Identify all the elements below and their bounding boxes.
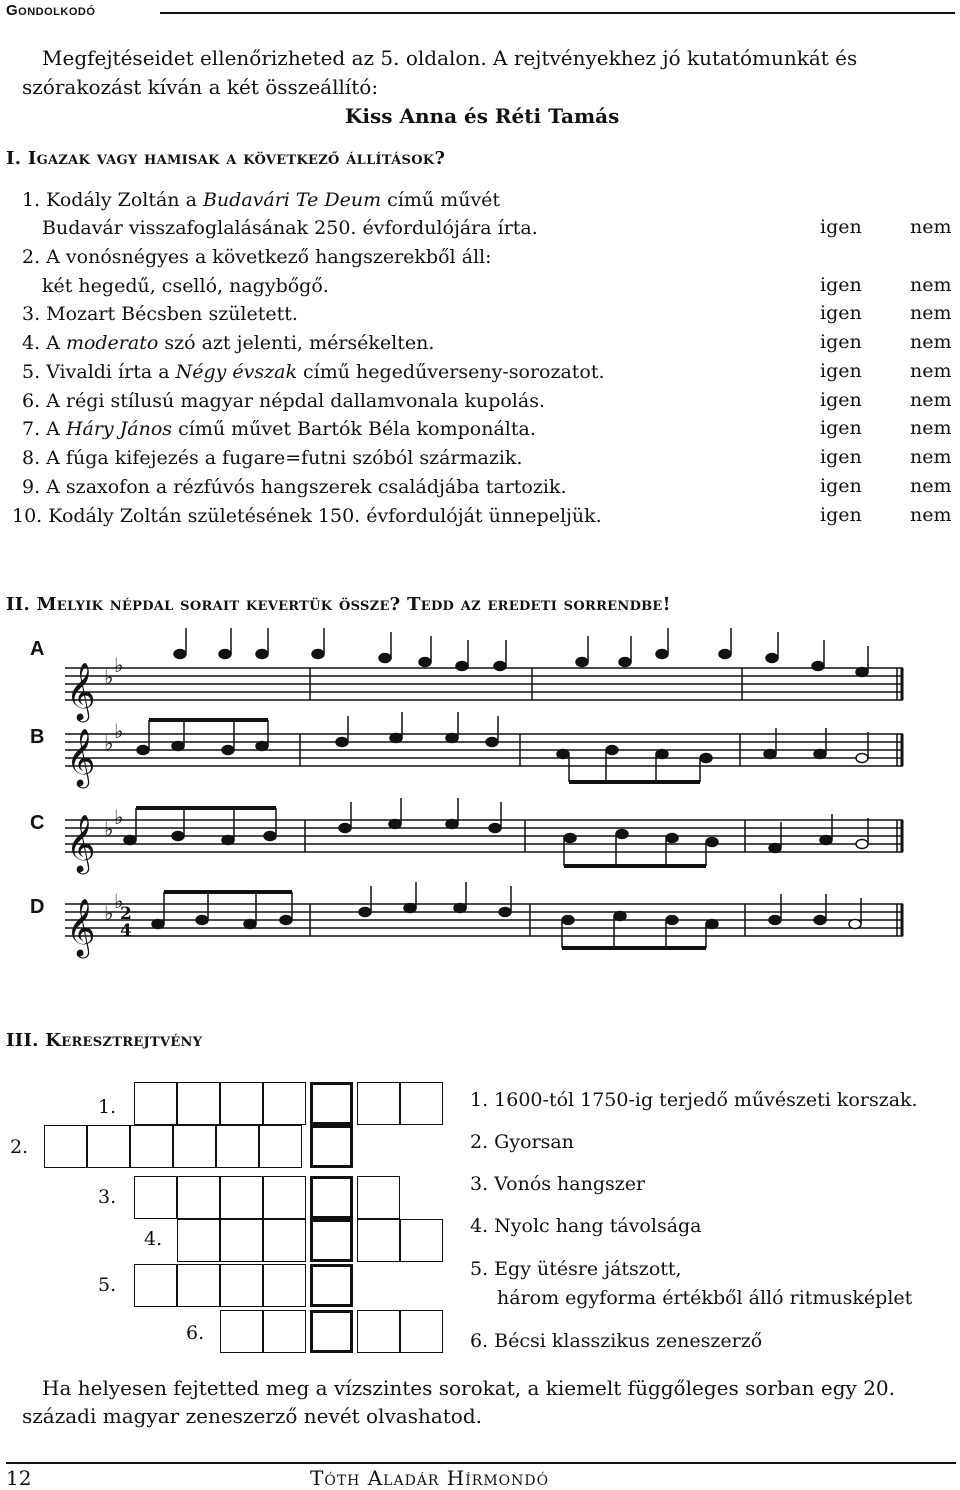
treble-clef-icon: 𝄞 <box>66 898 96 956</box>
clue-5: 5. Egy ütésre játszott, <box>470 1258 682 1280</box>
clue-3: 3. Vonós hangszer <box>470 1173 646 1195</box>
question-10-text: 10. Kodály Zoltán születésének 150. évfordulóját ünnepeljük. <box>12 505 602 527</box>
answer-no[interactable]: nem <box>910 274 952 296</box>
crossword-cell[interactable] <box>177 1082 220 1125</box>
question-4-pre: 4. A <box>22 332 66 354</box>
answer-no[interactable]: nem <box>910 446 952 468</box>
crossword-cell-highlighted[interactable] <box>310 1176 353 1219</box>
question-4 <box>22 331 434 355</box>
treble-clef-icon: 𝄞 <box>66 814 96 872</box>
crossword-cell[interactable] <box>44 1125 87 1168</box>
time-signature-top: 2 <box>120 904 132 924</box>
question-1-italic: Budavári Te Deum <box>202 189 382 211</box>
question-7-post: című művet Bartók Béla komponálta. <box>172 418 536 440</box>
question-1 <box>22 188 500 212</box>
melody-label-a: A <box>30 638 45 660</box>
answer-yes[interactable]: igen <box>820 475 862 497</box>
crossword-cell[interactable] <box>220 1219 263 1262</box>
crossword-cell[interactable] <box>357 1310 400 1353</box>
crossword-cell[interactable] <box>400 1310 443 1353</box>
answer-yes[interactable]: igen <box>820 360 862 382</box>
question-5-pre: 5. Vivaldi írta a <box>22 361 176 383</box>
answer-no[interactable]: nem <box>910 331 952 353</box>
crossword-cell[interactable] <box>177 1264 220 1307</box>
answer-yes[interactable]: igen <box>820 417 862 439</box>
question-9 <box>22 475 567 499</box>
flat-icon: ♭ <box>114 805 124 829</box>
crossword-cell[interactable] <box>263 1082 306 1125</box>
time-signature-bottom: 4 <box>120 921 132 941</box>
answer-yes[interactable]: igen <box>820 504 862 526</box>
question-7 <box>22 417 536 441</box>
question-8 <box>22 446 522 470</box>
crossword-cell[interactable] <box>220 1082 263 1125</box>
question-7-pre: 7. A <box>22 418 66 440</box>
question-9-text: 9. A szaxofon a rézfúvós hangszerek családjába tartozik. <box>22 476 567 498</box>
section-header: Gondolkodó <box>6 2 96 19</box>
crossword-cell[interactable] <box>357 1176 400 1219</box>
answer-no[interactable]: nem <box>910 475 952 497</box>
section1-title: I. Igazak vagy hamisak a következő állítások? <box>6 148 446 169</box>
crossword-cell[interactable] <box>134 1082 177 1125</box>
crossword-cell[interactable] <box>263 1219 306 1262</box>
flat-icon: ♭ <box>114 719 124 743</box>
clue-6: 6. Bécsi klasszikus zeneszerző <box>470 1330 763 1352</box>
footer-rule <box>6 1462 956 1464</box>
section2-title: II. Melyik népdal sorait kevertük össze? Tedd az eredeti sorrendbe! <box>6 594 671 615</box>
question-2: 2. A vonósnégyes a következő hangszerekből áll: <box>22 246 492 268</box>
staff-b <box>65 734 903 766</box>
crossword-number-6: 6. <box>186 1322 205 1344</box>
question-1-text-b: című művét <box>381 189 501 211</box>
answer-no[interactable]: nem <box>910 360 952 382</box>
header-rule <box>160 12 955 14</box>
crossword-cell[interactable] <box>173 1125 216 1168</box>
publication-title: Tóth Aladár Hírmondó <box>310 1466 550 1490</box>
melody-label-d: D <box>30 896 45 918</box>
question-7-italic: Háry János <box>65 418 173 440</box>
crossword-cell[interactable] <box>357 1219 400 1262</box>
crossword-cell[interactable] <box>400 1082 443 1125</box>
clue-4: 4. Nyolc hang távolsága <box>470 1215 702 1237</box>
question-1-line2: Budavár visszafoglalásának 250. évfordulójára írta. <box>42 217 538 239</box>
authors: Kiss Anna és Réti Tamás <box>345 104 620 128</box>
intro-text: Megfejtéseidet ellenőrizheted az 5. oldalon. A rejtvényekhez jó kutatómunkát és szórakozást kíván a két összeállító: <box>22 46 858 99</box>
crossword-cell-highlighted[interactable] <box>310 1310 353 1353</box>
answer-yes[interactable]: igen <box>820 389 862 411</box>
flat-icon: ♭ <box>104 817 114 841</box>
melody-c-notes <box>124 798 868 866</box>
crossword-number-1: 1. <box>98 1096 117 1118</box>
answer-no[interactable]: nem <box>910 216 952 238</box>
page-number: 12 <box>6 1466 32 1490</box>
question-10 <box>12 504 602 528</box>
crossword-cell[interactable] <box>87 1125 130 1168</box>
question-3-text: 3. Mozart Bécsben született. <box>22 303 298 325</box>
crossword-cell-highlighted[interactable] <box>310 1219 353 1262</box>
crossword-number-5: 5. <box>98 1274 117 1296</box>
crossword-cell[interactable] <box>216 1125 259 1168</box>
answer-yes[interactable]: igen <box>820 302 862 324</box>
melody-label-c: C <box>30 812 45 834</box>
crossword-cell[interactable] <box>263 1176 306 1219</box>
flat-icon: ♭ <box>104 901 114 925</box>
question-5 <box>22 360 605 384</box>
crossword-number-3: 3. <box>98 1186 117 1208</box>
clue-5-line2: három egyforma értékből álló ritmusképlet <box>497 1287 913 1309</box>
question-3 <box>22 302 298 326</box>
question-2-line2: két hegedű, cselló, nagybőgő. <box>42 275 329 297</box>
crossword-cell[interactable] <box>220 1176 263 1219</box>
answer-no[interactable]: nem <box>910 504 952 526</box>
flat-icon: ♭ <box>114 653 124 677</box>
crossword-number-2: 2. <box>10 1136 29 1158</box>
flat-icon: ♭ <box>104 665 114 689</box>
question-4-post: szó azt jelenti, mérsékelten. <box>158 332 435 354</box>
crossword-cell[interactable] <box>220 1264 263 1307</box>
crossword-cell[interactable] <box>130 1125 173 1168</box>
crossword-cell[interactable] <box>177 1219 220 1262</box>
closing-text: Ha helyesen fejtetted meg a vízszintes sorokat, a kiemelt függőleges sorban egy 20. századi magyar zeneszerző nevét olvashatod. <box>22 1376 896 1428</box>
question-5-italic: Négy évszak <box>175 361 297 383</box>
section3-title: III. Keresztrejtvény <box>6 1030 203 1051</box>
question-5-post: című hegedűverseny-sorozatot. <box>296 361 605 383</box>
question-1-text-a: 1. Kodály Zoltán a <box>22 189 203 211</box>
melody-b-notes <box>137 712 868 782</box>
staff-a <box>65 668 903 700</box>
answer-no[interactable]: nem <box>910 417 952 439</box>
crossword-cell[interactable] <box>134 1264 177 1307</box>
treble-clef-icon: 𝄞 <box>66 728 96 786</box>
answer-no[interactable]: nem <box>910 302 952 324</box>
question-6 <box>22 389 545 413</box>
crossword-cell[interactable] <box>263 1310 306 1353</box>
flat-icon: ♭ <box>104 731 114 755</box>
crossword-cell-highlighted[interactable] <box>310 1264 353 1307</box>
question-4-italic: moderato <box>65 332 159 354</box>
question-6-text: 6. A régi stílusú magyar népdal dallamvonala kupolás. <box>22 390 545 412</box>
sheet-music <box>0 620 960 960</box>
melody-label-b: B <box>30 726 45 748</box>
answer-yes[interactable]: igen <box>820 274 862 296</box>
melody-d-notes <box>152 882 861 948</box>
clue-1: 1. 1600-tól 1750-ig terjedő művészeti korszak. <box>470 1089 918 1111</box>
crossword-cell[interactable] <box>357 1082 400 1125</box>
answer-no[interactable]: nem <box>910 389 952 411</box>
melody-a-notes <box>174 628 868 677</box>
crossword-cell[interactable] <box>134 1176 177 1219</box>
treble-clef-icon: 𝄞 <box>66 662 96 720</box>
crossword-cell-highlighted[interactable] <box>310 1082 353 1125</box>
crossword-cell-highlighted[interactable] <box>310 1125 353 1168</box>
clue-2: 2. Gyorsan <box>470 1131 574 1153</box>
answer-yes[interactable]: igen <box>820 331 862 353</box>
crossword-cell[interactable] <box>259 1125 302 1168</box>
answer-yes[interactable]: igen <box>820 216 862 238</box>
crossword-cell[interactable] <box>220 1310 263 1353</box>
answer-yes[interactable]: igen <box>820 446 862 468</box>
crossword-number-4: 4. <box>144 1228 163 1250</box>
crossword-cell[interactable] <box>177 1176 220 1219</box>
crossword-cell[interactable] <box>263 1264 306 1307</box>
question-8-text: 8. A fúga kifejezés a fugare=futni szóból származik. <box>22 447 523 469</box>
crossword-cell[interactable] <box>400 1219 443 1262</box>
flat-icon: ♭ <box>114 889 124 913</box>
